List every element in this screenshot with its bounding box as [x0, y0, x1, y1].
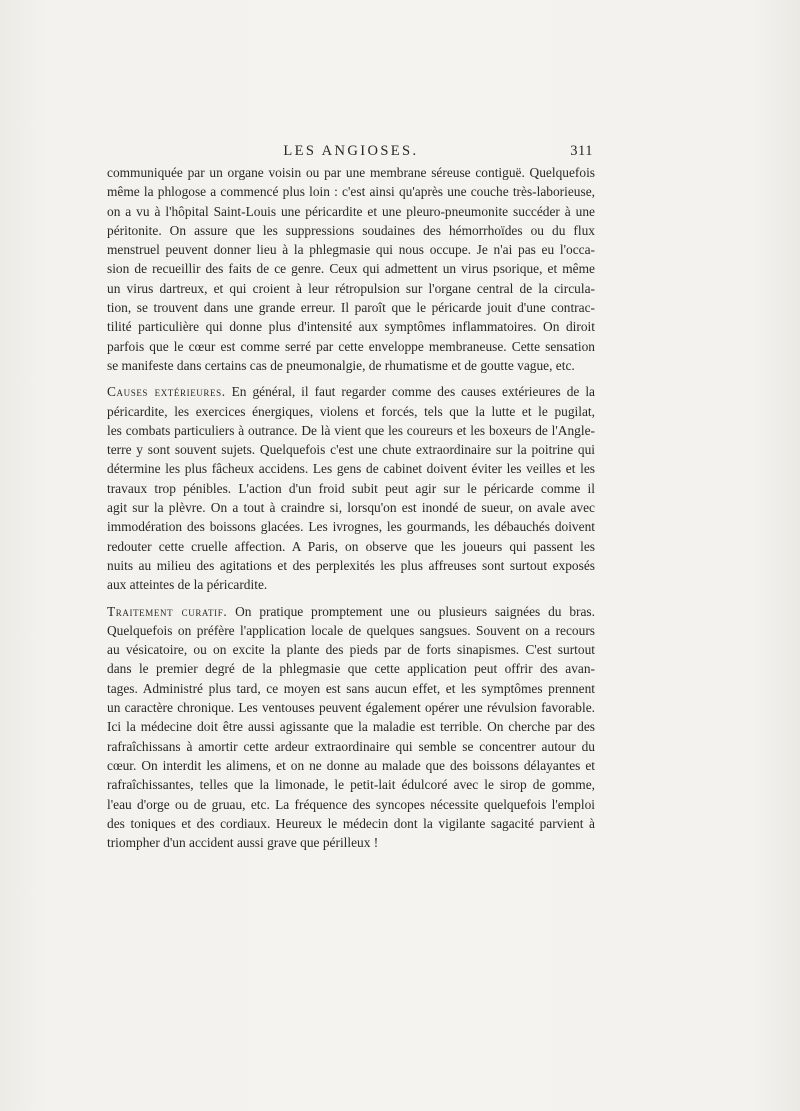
text-line: [107, 795, 595, 814]
text-line: [107, 621, 595, 640]
line-text: rafraîchissantes, telles que la limonade, le petit-lait édulcoré avec le sirop de gomme,: [107, 777, 595, 793]
line-text: triompher d'un accident aussi grave que périlleux !: [107, 835, 379, 851]
line-text: Quelquefois on préfère l'application locale de quelques sangsues. Souvent on a recours: [107, 622, 595, 638]
text-line: [107, 479, 595, 498]
text-line: [107, 182, 595, 201]
line-text: tilité particulière qui donne plus d'intensité aux symptômes inflammatoires. On diroit: [107, 319, 595, 335]
line-text: sion de recueillir des faits de ce genre. Ceux qui admettent un virus psorique, et même: [107, 261, 595, 277]
line-text: travaux trop pénibles. L'action d'un froid subit peut agir sur le péricarde comme il: [107, 480, 595, 496]
line-text: On pratique promptement une ou plusieurs saignées du bras.: [235, 603, 595, 619]
text-line: [107, 659, 595, 678]
page-number: 311: [570, 143, 593, 159]
text-line: [107, 202, 595, 221]
text-line: [107, 317, 595, 336]
text-line: [107, 459, 595, 478]
section-heading: Traitement curatif.: [107, 603, 228, 619]
text-line: [107, 640, 595, 659]
line-text: se manifeste dans certains cas de pneumonalgie, de rhumatisme et de goutte vague, etc.: [107, 357, 575, 373]
line-text: péritonite. On assure que les suppressions soudaines des hémorrhoïdes ou du flux: [107, 222, 595, 238]
text-block: [107, 143, 595, 852]
text-line: [107, 698, 595, 717]
line-text: nuits au milieu des agitations et des perplexités les plus affreuses sont surtout exposés: [107, 557, 595, 573]
line-text: un virus dartreux, et qui croient à leur rétropulsion sur l'organe central de la circula-: [107, 280, 595, 296]
text-line: [107, 717, 595, 736]
text-line: [107, 163, 595, 182]
line-text: En général, il faut regarder comme des causes extérieures de la: [231, 384, 595, 400]
line-text: parfois que le cœur est comme serré par cette enveloppe membraneuse. Cette sensation: [107, 338, 595, 354]
text-line: [107, 679, 595, 698]
text-line: [107, 517, 595, 536]
paragraph-causes-exterieures: [107, 382, 595, 594]
line-text: agit sur la plèvre. On a tout à craindre si, lorsqu'on est inondé de sueur, on avale avec: [107, 500, 595, 516]
line-text: Ici la médecine doit être aussi agissante que la maladie est terrible. On cherche par des: [107, 719, 595, 735]
line-text: communiquée par un organe voisin ou par une membrane séreuse contiguë. Quelquefois: [107, 165, 595, 180]
line-text: même la phlogose a commencé plus loin : c'est ainsi qu'après une couche très-laborieuse,: [107, 184, 595, 200]
line-text: au vésicatoire, ou on excite la plante des pieds par de forts sinapismes. C'est surtout: [107, 642, 595, 658]
line-text: détermine les plus fâcheux accidens. Les gens de cabinet doivent éviter les veilles et les: [107, 461, 595, 477]
text-line: [107, 279, 595, 298]
text-line: [107, 814, 595, 833]
text-line: [107, 337, 595, 356]
text-line: [107, 833, 595, 852]
running-head: [107, 143, 595, 163]
text-line: [107, 775, 595, 794]
text-line: [107, 602, 595, 621]
text-line: [107, 259, 595, 278]
text-line: [107, 402, 595, 421]
text-line: [107, 756, 595, 775]
line-text: dans le premier degré de la phlegmasie que cette application peut offrir des avan-: [107, 661, 595, 677]
text-line: [107, 440, 595, 459]
text-line: [107, 537, 595, 556]
text-line: [107, 421, 595, 440]
line-text: péricardite, les exercices énergiques, violens et forcés, tels que la lutte et le pugilat,: [107, 403, 595, 419]
text-line: [107, 737, 595, 756]
line-text: des toniques et des cordiaux. Heureux le médecin dont la vigilante sagacité parvient à: [107, 815, 595, 831]
paragraph-continuation: [107, 163, 595, 375]
line-text: les combats particuliers à outrance. De là vient que les coureurs et les boxeurs de l'Angle-: [107, 422, 595, 438]
text-line: [107, 356, 595, 375]
line-text: immodération des boissons glacées. Les ivrognes, les gourmands, les débauchés doivent: [107, 519, 595, 535]
line-text: un caractère chronique. Les ventouses peuvent également opérer une révulsion favorable.: [107, 700, 595, 716]
line-text: redouter cette cruelle affection. A Paris, on observe que les joueurs qui passent les: [107, 538, 595, 554]
line-text: on a vu à l'hôpital Saint-Louis une péricardite et une pleuro-pneumonite succéder à une: [107, 203, 595, 219]
line-text: l'eau d'orge ou de gruau, etc. La fréquence des syncopes nécessite quelquefois l'emploi: [107, 796, 595, 812]
line-text: tages. Administré plus tard, ce moyen est sans aucun effet, et les symptômes prennent: [107, 680, 595, 696]
paragraph-traitement-curatif: [107, 602, 595, 853]
text-line: [107, 498, 595, 517]
running-title: LES ANGIOSES.: [283, 143, 419, 159]
line-text: tion, se trouvent dans une grande erreur. Il paroît que le péricarde jouit d'une contrac-: [107, 300, 595, 316]
text-line: [107, 575, 595, 594]
text-line: [107, 221, 595, 240]
text-line: [107, 240, 595, 259]
line-text: cœur. On interdit les alimens, et on ne donne au malade que des boissons délayantes et: [107, 757, 595, 773]
line-text: terre y sont souvent sujets. Quelquefois c'est une chute extraordinaire sur la poitrine qui: [107, 442, 595, 458]
line-text: aux atteintes de la péricardite.: [107, 577, 268, 593]
line-text: rafraîchissans à amortir cette ardeur extraordinaire qui semble se concentrer autour du: [107, 738, 595, 754]
line-text: menstruel peuvent donner lieu à la phlegmasie qui nous occupe. Je n'ai pas eu l'occa-: [107, 242, 595, 258]
section-heading: Causes extérieures.: [107, 384, 226, 400]
text-line: [107, 298, 595, 317]
text-line: [107, 556, 595, 575]
text-line: [107, 382, 595, 401]
